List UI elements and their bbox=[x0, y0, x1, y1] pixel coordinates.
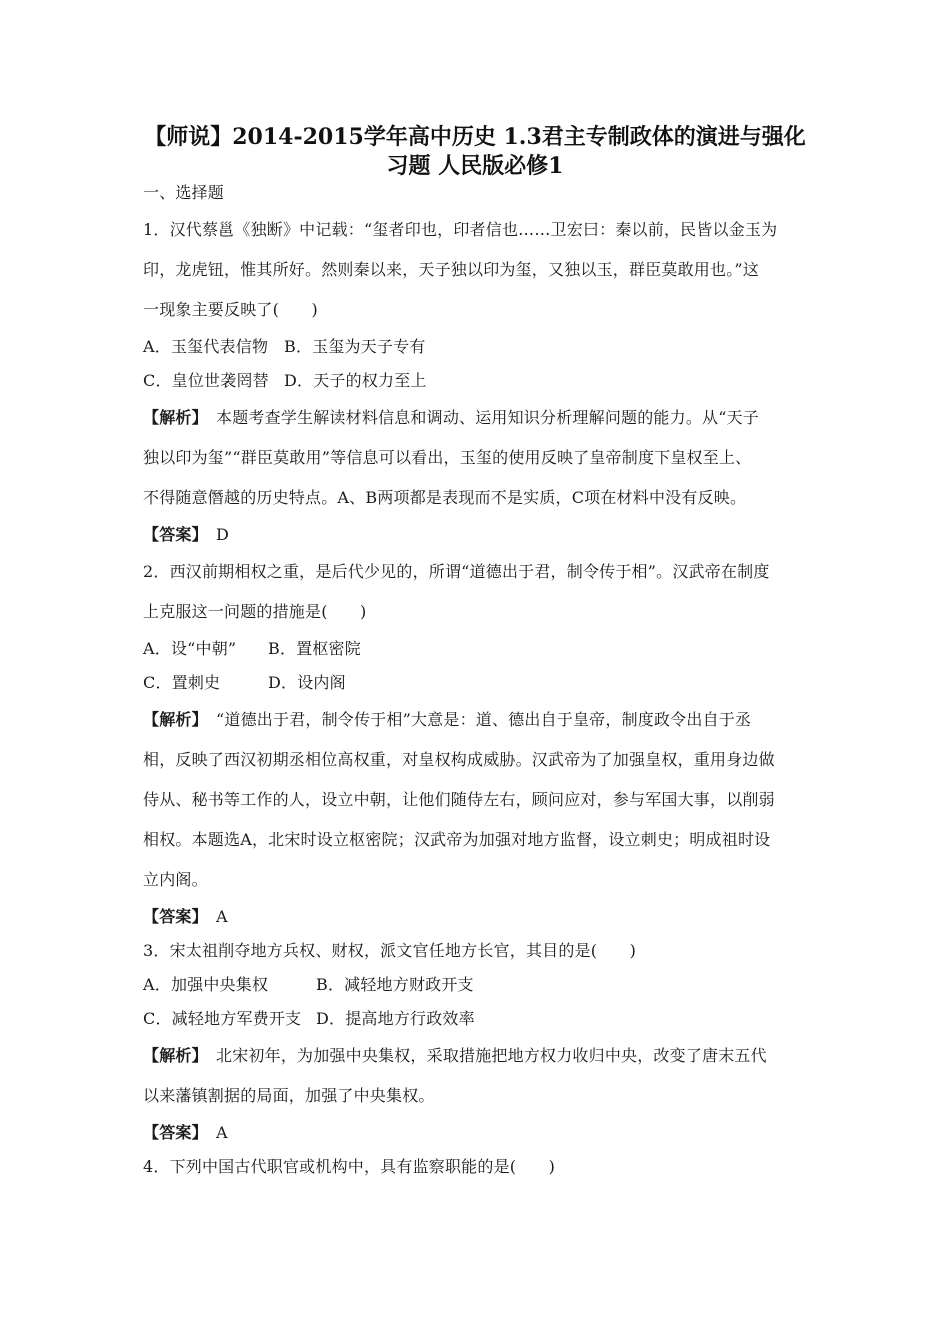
q3-analysis-text1: 北宋初年，为加强中央集权，采取措施把地方权力收归中央，改变了唐末五代 bbox=[199, 1046, 767, 1065]
q1-analysis-line1 bbox=[143, 398, 815, 438]
q1-options-ab bbox=[143, 330, 815, 364]
document-body bbox=[143, 176, 815, 1184]
q1-answer: D bbox=[199, 525, 230, 544]
q3-option-a: A．加强中央集权 bbox=[143, 975, 269, 994]
q1-analysis-line3: 不得随意僭越的历史特点。A、B两项都是表现而不是实质，C项在材料中没有反映。 bbox=[143, 488, 747, 507]
q1-text-line2: 印，龙虎钮，惟其所好。然则秦以来，天子独以印为玺，又独以玉，群臣莫敢用也。”这 bbox=[143, 260, 759, 279]
q2-analysis-tag: 【解析】 bbox=[143, 710, 200, 729]
q2-option-c: C．置刺史 bbox=[143, 673, 221, 692]
q2-text-line2: 上克服这一问题的措施是( ) bbox=[143, 602, 367, 621]
q2-text-line1: 2．西汉前期相权之重，是后代少见的，所谓“道德出于君，制令传于相”。汉武帝在制度 bbox=[143, 562, 770, 581]
q2-options-cd bbox=[143, 666, 815, 700]
document-title-line2: 习题 人民版必修1 bbox=[386, 153, 564, 179]
q1-answer-tag: 【答案】 bbox=[143, 525, 200, 544]
q3-answer-tag: 【答案】 bbox=[143, 1123, 200, 1142]
q2-analysis-line5: 立内阁。 bbox=[143, 870, 208, 889]
q3-option-c: C．减轻地方军费开支 bbox=[143, 1009, 302, 1028]
q1-analysis-line2: 独以印为玺”“群臣莫敢用”等信息可以看出，玉玺的使用反映了皇帝制度下皇权至上、 bbox=[143, 448, 752, 467]
q1-answer-line bbox=[143, 518, 815, 552]
q1-option-b: B．玉玺为天子专有 bbox=[284, 337, 426, 356]
q1-option-a: A．玉玺代表信物 bbox=[143, 337, 269, 356]
q1-options-cd bbox=[143, 364, 815, 398]
q3-answer: A bbox=[199, 1123, 228, 1142]
q1-analysis-text1: 本题考查学生解读材料信息和调动、运用知识分析理解问题的能力。从“天子 bbox=[199, 408, 759, 427]
q2-answer: A bbox=[199, 907, 228, 926]
q2-analysis-line1 bbox=[143, 700, 815, 740]
section-heading: 一、选择题 bbox=[143, 183, 225, 202]
q2-answer-tag: 【答案】 bbox=[143, 907, 200, 926]
q3-analysis-line2: 以来藩镇割据的局面，加强了中央集权。 bbox=[143, 1086, 435, 1105]
q2-option-a: A．设“中朝” bbox=[143, 639, 237, 658]
q2-option-b: B．置枢密院 bbox=[268, 639, 361, 658]
q2-options-ab bbox=[143, 632, 815, 666]
q2-analysis-line2: 相，反映了西汉初期丞相位高权重，对皇权构成威胁。汉武帝为了加强皇权，重用身边做 bbox=[143, 750, 775, 769]
q4-text-line1: 4．下列中国古代职官或机构中，具有监察职能的是( ) bbox=[143, 1157, 556, 1176]
q1-option-d: D．天子的权力至上 bbox=[284, 371, 427, 390]
q3-analysis-tag: 【解析】 bbox=[143, 1046, 200, 1065]
q3-options-cd bbox=[143, 1002, 815, 1036]
q3-analysis-line1 bbox=[143, 1036, 815, 1076]
q1-text-line1: 1．汉代蔡邕《独断》中记载：“玺者印也，印者信也……卫宏曰：秦以前，民皆以金玉为 bbox=[143, 220, 778, 239]
q2-analysis-line4: 相权。本题选A，北宋时设立枢密院；汉武帝为加强对地方监督，设立刺史；明成祖时设 bbox=[143, 830, 771, 849]
q1-text-line3: 一现象主要反映了( ) bbox=[143, 300, 318, 319]
q3-option-b: B．减轻地方财政开支 bbox=[316, 975, 474, 994]
q3-options-ab bbox=[143, 968, 815, 1002]
q2-option-d: D．设内阁 bbox=[268, 673, 346, 692]
q3-option-d: D．提高地方行政效率 bbox=[316, 1009, 475, 1028]
q3-text-line1: 3．宋太祖削夺地方兵权、财权，派文官任地方长官，其目的是( ) bbox=[143, 941, 637, 960]
q1-option-c: C．皇位世袭罔替 bbox=[143, 371, 269, 390]
q2-analysis-text1: “道德出于君，制令传于相”大意是：道、德出自于皇帝，制度政令出自于丞 bbox=[199, 710, 752, 729]
q2-analysis-line3: 侍从、秘书等工作的人，设立中朝，让他们随侍左右，顾问应对，参与军国大事，以削弱 bbox=[143, 790, 775, 809]
q3-answer-line bbox=[143, 1116, 815, 1150]
q2-answer-line bbox=[143, 900, 815, 934]
q1-analysis-tag: 【解析】 bbox=[143, 408, 200, 427]
document-title-line1: 【师说】2014-2015学年高中历史 1.3君主专制政体的演进与强化 bbox=[144, 124, 806, 150]
